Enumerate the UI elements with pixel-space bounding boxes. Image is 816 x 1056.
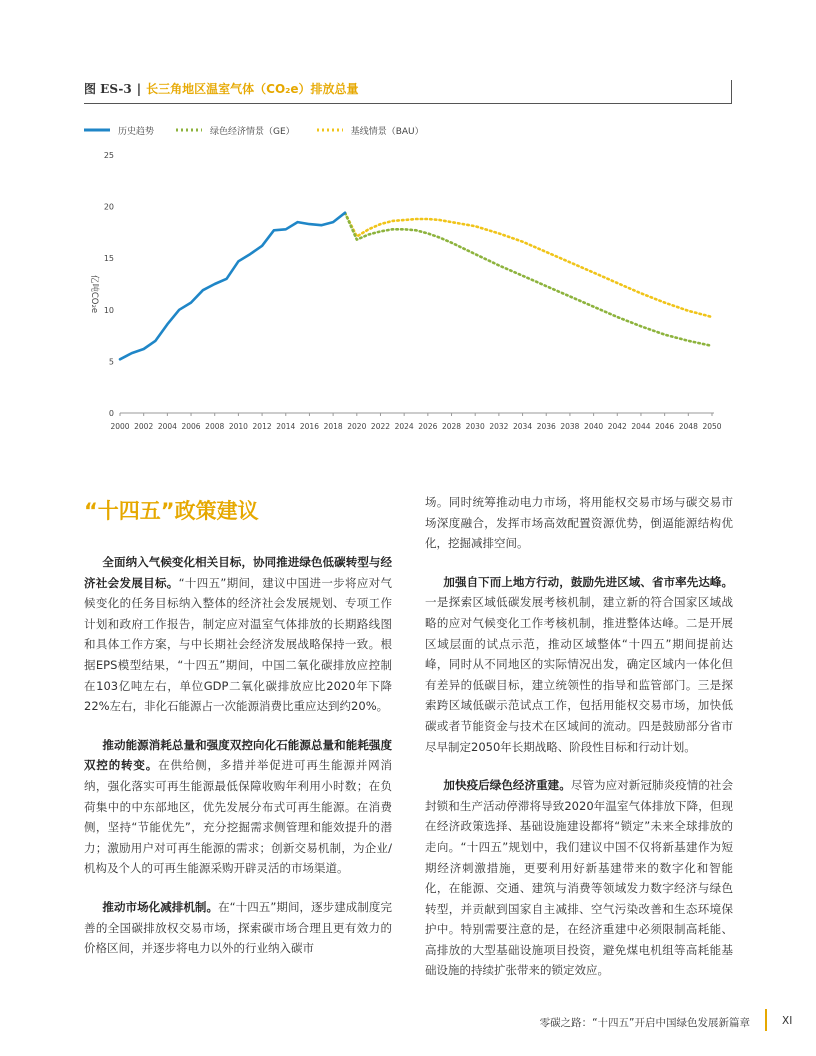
left-column [84,552,392,977]
x-tick-label: 2022 [370,422,391,431]
x-tick-label: 2016 [299,422,319,431]
y-tick-label: 5 [108,357,114,367]
x-tick-label: 2030 [465,422,485,431]
x-tick-label: 2044 [631,422,651,431]
emissions-line-chart [84,145,724,445]
x-tick-label: 2000 [110,422,130,431]
legend-swatch-ge [176,127,202,133]
figure-header [84,80,732,104]
figure-rule-right [731,80,732,104]
x-tick-label: 2006 [181,422,201,431]
paragraph-4-body: 一是探索区域低碳发展考核机制，建立新的符合国家区域战略的应对气候变化工作考核机制，推进整体达峰。二是开展区域层面的试点示范，推动区域整体“十四五”期间提前达峰，同时从不同地区的实际情况出发，确定区域内一体化但有差异的低碳目标，建立统领性的指导和监管部门。三是探索跨区域低碳示范试点工作，包括用能权交易市场，加快低碳或者节能资金与技术在区域间的流动。四是鼓励部分省市尽早制定2050年长期战略、阶段性目标和行动计划。 [425,595,733,754]
x-tick-label: 2046 [655,422,675,431]
paragraph-1 [84,552,392,717]
x-tick-label: 2014 [276,422,296,431]
x-tick-label: 2020 [347,422,367,431]
legend-item-history [84,124,154,137]
paragraph-2-lead: 推动能源消耗总量和强度双控向化石能源总量和能耗强度双控的转变。 [84,737,392,773]
x-tick-label: 2034 [513,422,533,431]
paragraph-4 [425,572,733,757]
x-tick-label: 2012 [252,422,272,431]
legend-swatch-history [84,127,110,133]
x-tick-label: 2024 [394,422,414,431]
x-tick-label: 2042 [607,422,627,431]
x-tick-label: 2048 [678,422,698,431]
paragraph-5 [425,775,733,981]
page-footer [0,1015,816,1031]
y-tick-label: 25 [103,151,114,160]
figure-rule [84,103,732,104]
paragraph-3 [84,897,392,959]
x-tick-label: 2040 [584,422,604,431]
legend-swatch-bau [317,127,343,133]
y-tick-label: 10 [103,305,114,315]
x-tick-label: 2004 [157,422,177,431]
y-tick-label: 20 [103,202,114,212]
chart-legend [84,122,446,138]
legend-label-ge: 绿色经济情景（GE） [210,126,295,137]
paragraph-4-lead: 加强自下而上地方行动，鼓励先进区域、省市率先达峰。 [443,574,733,589]
series-line-ge [345,213,712,346]
series-line-history [120,213,345,359]
figure-separator: | [136,82,142,96]
paragraph-5-body: 尽管为应对新冠肺炎疫情的社会封锁和生产活动停滞将导致2020年温室气体排放下降，但现在经济政策选择、基础设施建设都将“锁定”未来全球排放的走向。“十四五”规划中，我们建议中国不仅将新基建作为短期经济刺激措施，更要利用好新基建带来的数字化和智能化，在能源、交通、建筑与消费等领域发力数字经济与绿色转型，并贡献到国家自主减排、空气污染改善和生态环境保护中。特别需要注意的是，在经济重建中必须限制高耗能、高排放的大型基础设施项目投资，避免煤电机组等高耗能基础设施的持续扩张带来的锁定效应。 [425,778,734,978]
right-column [425,492,733,999]
page-number: XI [782,1015,793,1027]
legend-label-history: 历史趋势 [118,126,155,137]
figure-title: 长三角地区温室气体（CO₂e）排放总量 [146,82,359,96]
footer-divider [765,1009,767,1031]
x-tick-label: 2010 [228,422,248,431]
footer-title: 零碳之路：“十四五”开启中国绿色发展新篇章 [539,1017,750,1029]
x-tick-label: 2036 [536,422,556,431]
x-tick-label: 2028 [441,422,462,431]
x-tick-label: 2026 [418,422,438,431]
section-title: “十四五”政策建议 [84,499,259,523]
legend-item-ge [176,124,295,137]
paragraph-3-continued: 场。同时统筹推动电力市场，将用能权交易市场与碳交易市场深度融合，发挥市场高效配置资源优势，倒逼能源结构优化，挖掘减排空间。 [425,495,733,551]
figure-number: 图 ES-3 [84,82,132,96]
paragraph-3-lead: 推动市场化减排机制。 [102,899,219,914]
y-axis-label: 亿吨CO₂e [89,274,99,314]
paragraph-3-body: 在“十四五”期间，逐步建成制度完善的全国碳排放权交易市场，探索碳市场合理且更有效力的价格区间，并逐步将电力以外的行业纳入碳市 [84,899,393,956]
legend-item-bau [317,124,424,137]
paragraph-1-body: “十四五”期间，建议中国进一步将应对气候变化的任务目标纳入整体的经济社会发展规划、专项工作计划和政府工作报告，制定应对温室气体排放的长期路线图和具体工作方案，与中长期社会经济发展战略保持一致。根据EPS模型结果，“十四五”期间，中国二氧化碳排放应控制在103亿吨左右，单位GDP二氧化碳排放应比2020年下降22%左右，非化石能源占一次能源消费比重应达到约20%。 [84,575,392,714]
x-tick-label: 2008 [205,422,225,431]
legend-label-bau: 基线情景（BAU） [350,126,424,137]
x-tick-label: 2018 [323,422,343,431]
y-tick-label: 15 [103,254,114,264]
paragraph-2 [84,735,392,879]
x-tick-label: 2032 [489,422,509,431]
paragraph-5-lead: 加快疫后绿色经济重建。 [443,778,571,793]
series-line-bau [345,213,712,317]
x-tick-label: 2038 [560,422,580,431]
paragraph-2-body: 在供给侧，多措并举促进可再生能源并网消纳，强化落实可再生能源最低保障收购年利用小时数；在负荷集中的中东部地区，优先发展分布式可再生能源。在消费侧，坚持“节能优先”，充分挖掘需求侧管理和能效提升的潜力；激励用户对可再生能源的需求；创新交易机制，为企业/机构及个人的可再生能源采购开辟灵活的市场渠道。 [84,758,392,876]
x-tick-label: 2002 [134,422,154,431]
x-tick-label: 2050 [702,422,722,431]
y-tick-label: 0 [108,409,114,418]
paragraph-1-lead: 全面纳入气候变化相关目标，协同推进绿色低碳转型与经济社会发展目标。 [84,555,392,590]
